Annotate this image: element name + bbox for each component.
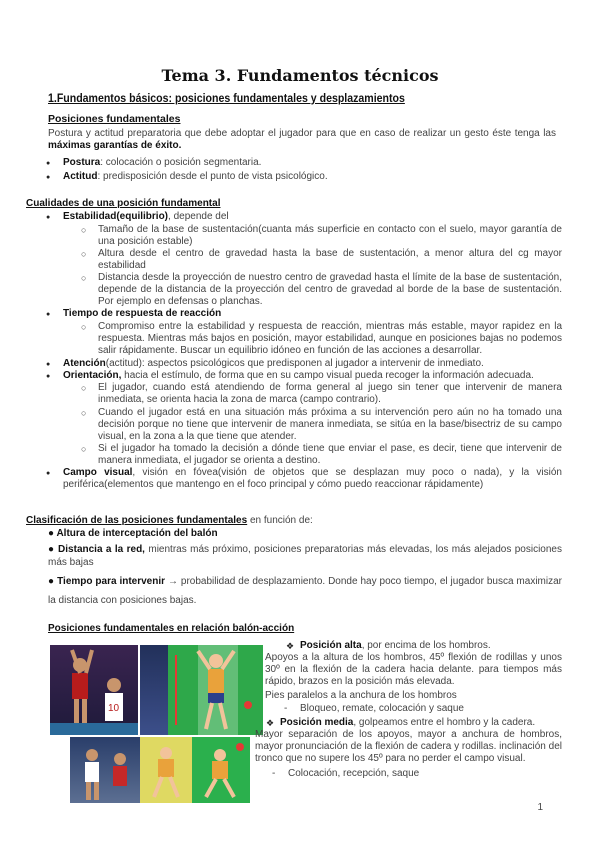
- medium-position-drawing-icon: [140, 737, 250, 803]
- svg-text:10: 10: [108, 703, 120, 714]
- sub-compromiso: ○ Compromiso entre la estabilidad y respuesta de reacción, mientras más estable, mayor rapidez en la respuesta. Mientras más bajos en posición, mayor estabilidad, aunque en posiciones bajas no podemos salir rápidamente. Buscar un equilibrio idóneo en función de las acciones a desarrollar.: [98, 321, 562, 358]
- players-illustration-icon: [50, 645, 138, 735]
- item-distancia: ● Distancia a la red, mientras más próximo, posiciones preparatorias más elevadas, los más alejados posiciones más bajas: [48, 544, 562, 568]
- sub-altura: ○ Altura desde el centro de gravedad hasta la base de sustentación, a menor altura del cg mayor estabilidad: [98, 248, 562, 272]
- posicion-media-item: ❖ Posición media, golpeamos entre el hombro y la cadera.: [280, 717, 562, 729]
- sub-orientacion-2: ○ Cuando el jugador está en una situación más próxima a su intervención pero aún no ha tomado una decisión porque no tiene que intervenir de manera inmediata, se sitúa en la base/bisectriz de su campo visual, en la zona a la que tiene que atender.: [98, 407, 562, 444]
- sub-tamano: ○ Tamaño de la base de sustentación(cuanta más superficie en contacto con el suelo, mayor garantía de una posición estable): [98, 224, 562, 248]
- bullet-orientacion: ● Orientación, hacia el estímulo, de forma que en su campo visual pueda recoger la información adecuada.: [63, 370, 558, 382]
- posicion-media-desc: Mayor separación de los apoyos, mayor a anchura de hombros, mayor pronunciación de la flexión de cadera y rodillas. inclinación del tronco que no supere los 45º para no perder el campo visual.: [255, 729, 562, 765]
- posicion-alta-acciones: - Bloqueo, remate, colocación y saque: [300, 703, 464, 715]
- cualidades-heading: Cualidades de una posición fundamental: [26, 198, 221, 209]
- reception-photo-icon: [70, 737, 140, 803]
- page-number: 1: [537, 802, 543, 813]
- bullet-campo-visual: ● Campo visual, visión en fóvea(visión de objetos que se desplazan muy poco o nada), y la visión periférica(elementos que mantengo en el foco principal y cómo puedo reaccionar rápidamente): [63, 467, 562, 491]
- photo-strip: [140, 645, 168, 735]
- drawing-block-medium: [140, 737, 250, 803]
- posicion-media-acciones: - Colocación, recepción, saque: [288, 768, 419, 780]
- bullet-actitud: ● Actitud: predisposición desde el punto de vista psicológico.: [63, 171, 328, 183]
- intro-paragraph: Postura y actitud preparatoria que debe adoptar el jugador para que en caso de realizar un gesto éste tenga las máximas garantías de éxito.: [48, 128, 556, 152]
- relacion-heading: Posiciones fundamentales en relación balón-acción: [48, 623, 295, 634]
- sub-orientacion-1: ○ El jugador, cuando está atendiendo de forma general al juego sin tener que intervenir de manera inmediata, se orienta hacia la zona de marca (campo contrario).: [98, 382, 562, 406]
- clasificacion-heading: Clasificación de las posiciones fundamentales en función de:: [26, 515, 313, 526]
- bullet-postura: ● Postura: colocación o posición segmentaria.: [63, 157, 261, 169]
- sub-distancia: ○ Distancia desde la proyección de nuestro centro de gravedad hasta el límite de la base de sustentación, depende de la distancia de la proyección del centro de gravedad al borde de la base de sustentación. Por ejemplo en defensas o planchas.: [98, 272, 562, 309]
- bullet-estabilidad: ● Estabilidad(equilibrio), depende del: [63, 211, 229, 223]
- bullet-atencion: ● Atención(actitud): aspectos psicológicos que predisponen al jugador a intervenir de inmediato.: [63, 358, 553, 370]
- posicion-alta-pies: Pies paralelos a la anchura de los hombros: [265, 690, 457, 701]
- item-tiempo-intervenir: ● Tiempo para intervenir → probabilidad de desplazamiento. Donde hay poco tiempo, el jugador busca maximizar la distancia con posiciones bajas.: [48, 576, 562, 606]
- photo-block-reception: [70, 737, 140, 803]
- bullet-tiempo-respuesta: ● Tiempo de respuesta de reacción: [63, 308, 221, 320]
- posicion-alta-item: ❖ Posición alta, por encima de los hombros.: [300, 640, 491, 652]
- subheading-posiciones: Posiciones fundamentales: [48, 113, 181, 125]
- photo-block-players: [50, 645, 138, 735]
- section-heading: 1.Fundamentos básicos: posiciones fundamentales y desplazamientos: [48, 93, 405, 105]
- page-title: Tema 3. Fundamentos técnicos: [161, 66, 439, 85]
- high-position-drawing-icon: [168, 645, 263, 735]
- sub-orientacion-3: ○ Si el jugador ha tomado la decisión a dónde tiene que enviar el pase, es decir, tiene que intervenir de manera inmediata, el jugador se orienta a destino.: [98, 443, 562, 467]
- drawing-block-high: [168, 645, 263, 735]
- item-altura: ● Altura de interceptación del balón: [48, 528, 218, 539]
- posicion-alta-desc: Apoyos a la altura de los hombros, 45º flexión de rodillas y unos 30º en la flexión de la cadera hacia delante. para tiempos más rápido, brazos en la posición más elevada.: [265, 652, 562, 688]
